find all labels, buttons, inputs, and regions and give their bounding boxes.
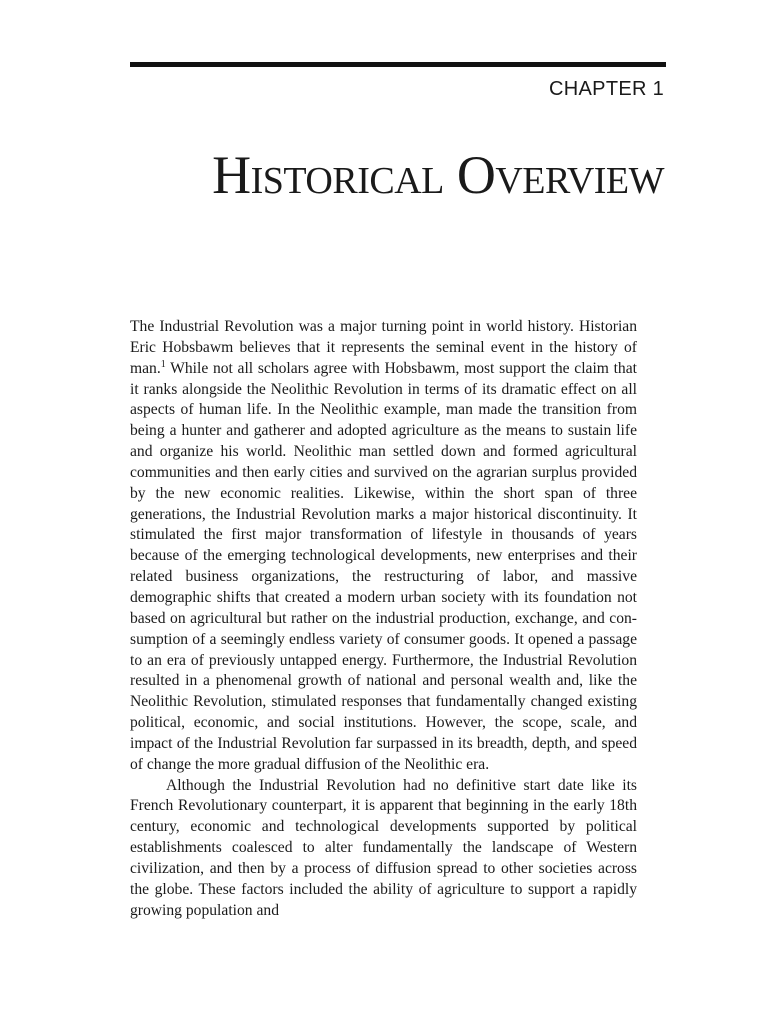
chapter-label: CHAPTER 1 [549,78,664,100]
chapter-top-rule [130,62,666,67]
paragraph-1-text-b: While not all scholars agree with Hobsbawm, most support the claim that it ranks alongside the Neolithic Revolution in terms of its dramatic effect on all aspects of human life. In the Neolithic example, man made the transition from being a hunter and gatherer and adopted agriculture as the means to sustain life and organize his world. Neolithic man settled down and formed agricultural communities and then early cities and survived on the agrarian surplus provided by the new economic realities. Likewise, within the short span of three generations, the Industrial Revolution marks a major historical discontinuity. It stimulated the first major transformation of lifestyle in thousands of years because of the emerging technological developments, new enterprises and their related business organizations, the restructuring of labor, and massive demographic shifts that created a modern urban society with its foundation not based on agricultural but rather on the industrial production, exchange, and consumption of a seemingly endless variety of consumer goods. It opened a passage to an era of previously untapped energy. Furthermore, the Industrial Revolution resulted in a phenomenal growth of national and personal wealth and, like the Neolithic Revolution, stimulated responses that fundamentally changed existing political, economic, and social institutions. However, the scope, scale, and impact of the Industrial Revolution far surpassed in its breadth, depth, and speed of change the more gradual diffusion of the Neolithic era. [130,359,637,773]
paragraph-1-text-a: The Industrial Revolution was a major turning point in world history. Historian Eric Hobsbawm believes that it represents the seminal event in the history of man. [130,318,637,377]
footnote-marker: 1 [160,358,166,370]
chapter-title: Historical Overview [212,145,664,205]
paragraph-1 [130,317,637,776]
body-text [130,317,637,921]
paragraph-2: Although the Industrial Revolution had no definitive start date like its French Revolutionary counterpart, it is apparent that beginning in the early 18th century, economic and technological developments supported by political establishments coalesced to alter fundamentally the landscape of Western civilization, and then by a process of diffusion spread to other societies across the globe. These factors included the ability of agriculture to support a rapidly growing population and [130,776,637,919]
